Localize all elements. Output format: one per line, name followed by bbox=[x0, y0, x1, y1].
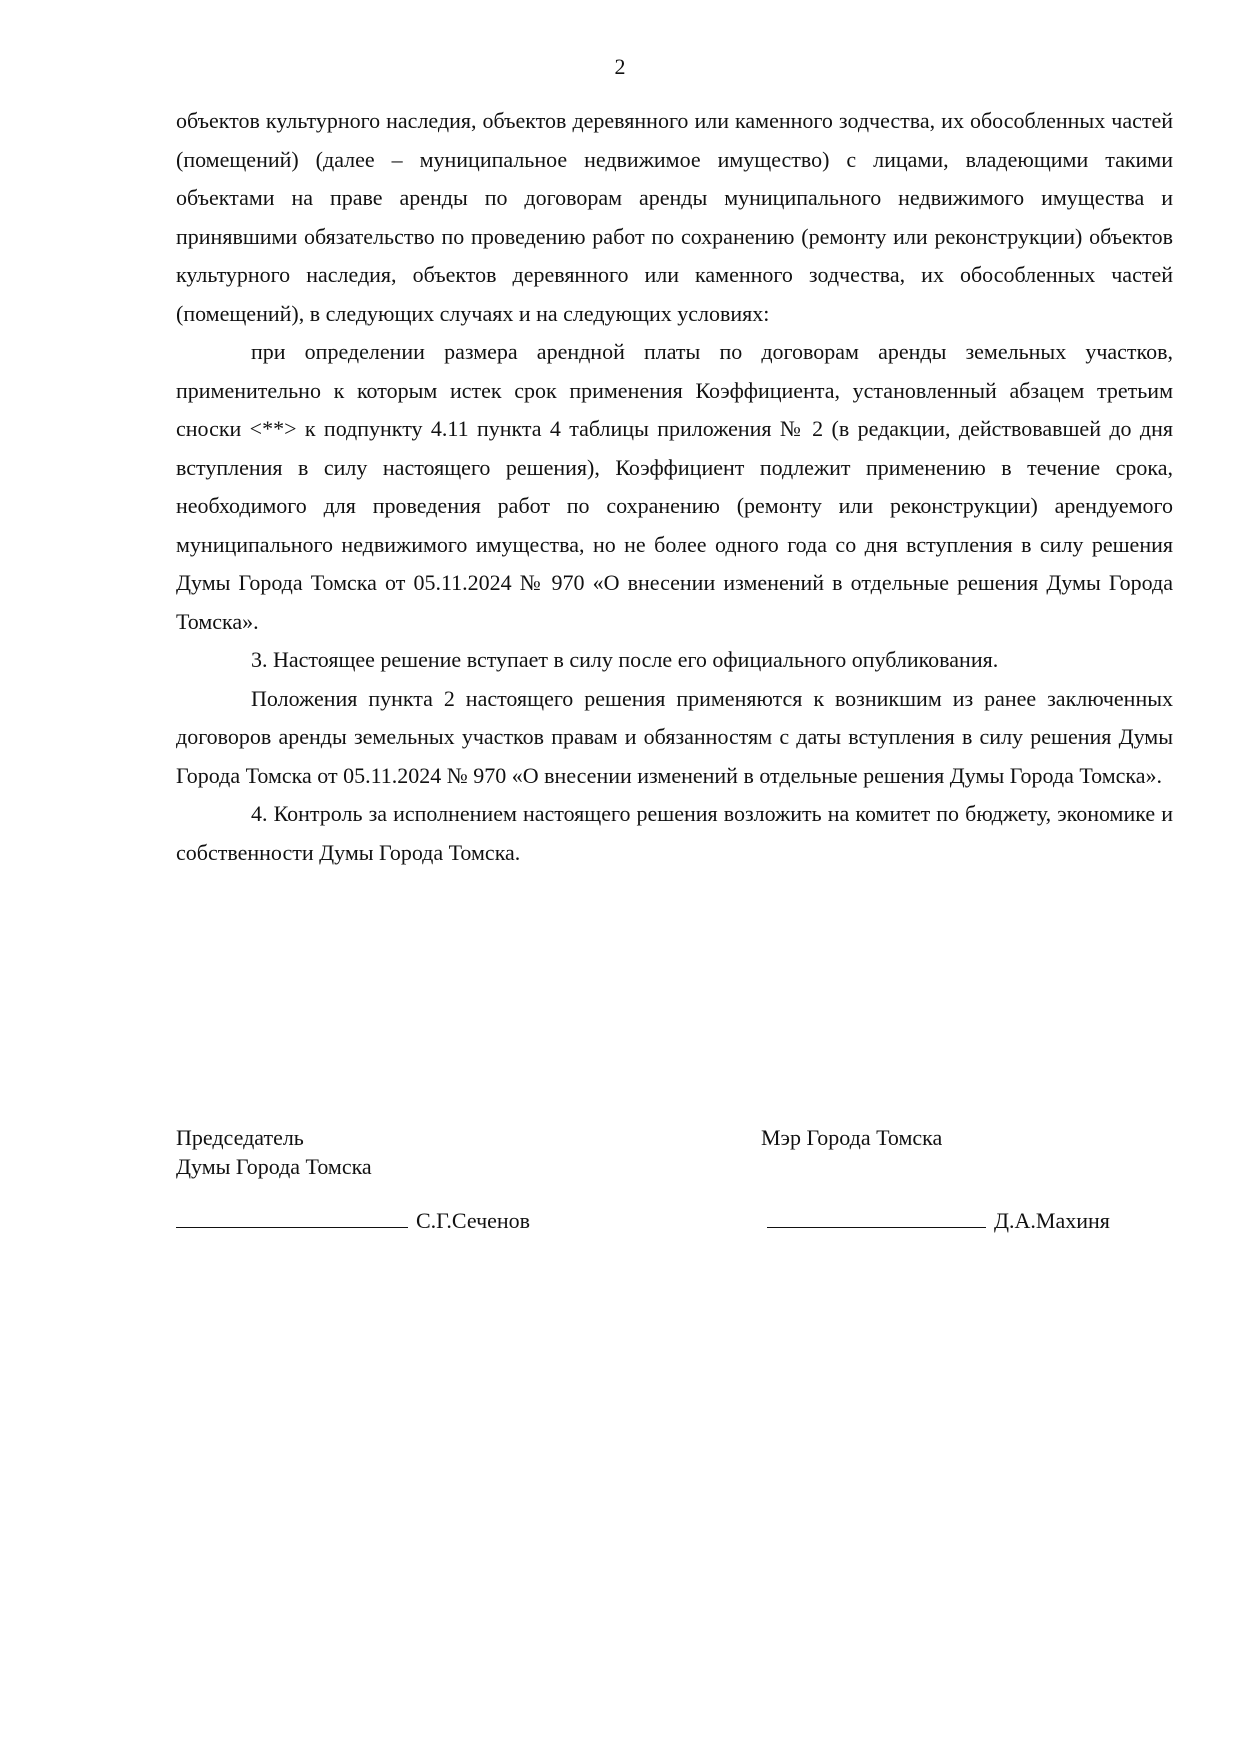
paragraph-continuation: объектов культурного наследия, объектов деревянного или каменного зодчества, их обособленных частей (помещений) (далее – муниципальное недвижимое имущество) с лицами, владеющими такими объектами на праве аренды по договорам аренды муниципального недвижимого имущества и принявшими обязательство по проведению работ по сохранению (ремонту или реконструкции) объектов культурного наследия, объектов деревянного или каменного зодчества, их обособленных частей (помещений), в следующих случаях и на следующих условиях: bbox=[176, 108, 1173, 326]
signature-underline bbox=[176, 1207, 408, 1228]
paragraph-item-3: 3. Настоящее решение вступает в силу после его официального опубликования. bbox=[251, 647, 999, 672]
signature-right-title bbox=[761, 1123, 942, 1152]
chairman-title: Председатель bbox=[176, 1125, 304, 1150]
signature-left-title bbox=[176, 1123, 372, 1181]
mayor-name: Д.А.Махиня bbox=[994, 1208, 1110, 1233]
signature-underline bbox=[767, 1207, 986, 1228]
signature-line-left bbox=[176, 1206, 530, 1235]
chairman-title-duma: Думы Города Томска bbox=[176, 1154, 372, 1179]
chairman-name: С.Г.Сеченов bbox=[416, 1208, 531, 1233]
mayor-title: Мэр Города Томска bbox=[761, 1125, 943, 1150]
signature-line-right bbox=[767, 1206, 1110, 1235]
document-body bbox=[176, 102, 1173, 872]
paragraph-item-3-provisions: Положения пункта 2 настоящего решения применяются к возникшим из ранее заключенных договоров аренды земельных участков правам и обязанностям с даты вступления в силу решения Думы Города Томска от 05.11.2024 № 970 «О внесении изменений в отдельные решения Думы Города Томска». bbox=[176, 685, 1173, 788]
paragraph-item-4: 4. Контроль за исполнением настоящего решения возложить на комитет по бюджету, экономике и собственности Думы Города Томска. bbox=[176, 801, 1173, 865]
page-number: 2 bbox=[614, 54, 626, 79]
paragraph-rent-coefficient: при определении размера арендной платы по договорам аренды земельных участков, применительно к которым истек срок применения Коэффициента, установленный абзацем третьим сноски <**> к подпункту 4.11 пункта 4 таблицы приложения № 2 (в редакции, действовавшей до дня вступления в силу настоящего решения), Коэффициент подлежит применению в течение срока, необходимого для проведения работ по сохранению (ремонту или реконструкции) арендуемого муниципального недвижимого имущества, но не более одного года со дня вступления в силу решения Думы Города Томска от 05.11.2024 № 970 «О внесении изменений в отдельные решения Думы Города Томска». bbox=[176, 339, 1173, 634]
